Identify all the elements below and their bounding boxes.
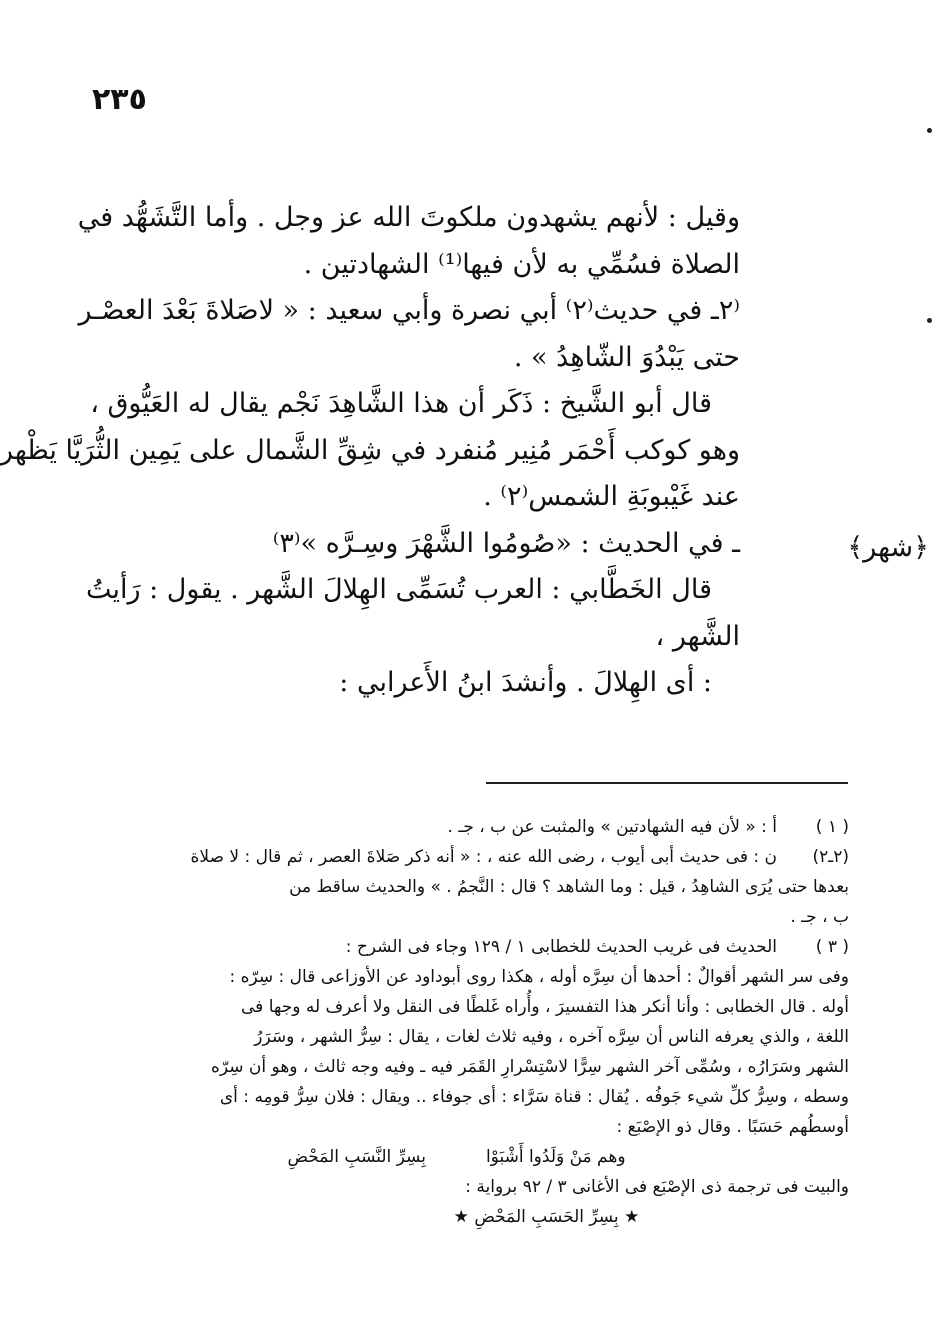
footnote-label: ( ١ ) <box>815 817 849 837</box>
verse-hemistich: بِسِرِّ النَّسَبِ المَحْضِ <box>287 1147 426 1167</box>
main-line: قال أبو الشَّيخ : ذَكَر أن هذا الشَّاهِدَ نَجْم يقال له العَيُّوق ، <box>90 388 712 419</box>
main-line: وهو كوكب أَحْمَر مُنِير مُنفرد في شِقِّ الشَّمال على يَمِين الثُّرَيَّا يَظْهر <box>0 434 740 466</box>
footnotes <box>104 812 849 1232</box>
main-line: : أى الهِلالَ . وأنشدَ ابنُ الأَعرابي : <box>339 667 712 698</box>
main-line: عند غَيْبوبَةِ الشمس⁽٢⁾ . <box>483 481 740 512</box>
main-line: الشَّهر ، <box>655 620 740 652</box>
footnote-label: ( ٣ ) <box>815 937 849 957</box>
main-line: وقيل : لأنهم يشهدون ملكوتَ الله عز وجل . وأما التَّشَهُّد في <box>77 202 740 233</box>
footnote-1 <box>104 812 849 842</box>
footnote-label: (٢ـ٢) <box>812 847 849 867</box>
footnote-line: بعدها حتى يُرَى الشاهِدُ ، قيل : وما الشاهد ؟ قال : النَّجمُ . » والحديث ساقط من <box>289 877 849 897</box>
footnote-line: الحديث فى غريب الحديث للخطابى ١ / ١٢٩ وجاء فى الشرح : <box>345 937 777 957</box>
footnote-line: أوسطُهم حَسَبًا . وقال ذو الإصْبَع : <box>616 1117 849 1137</box>
footnote-line: وسطه ، وسِرُّ كلِّ شيء جَوفُه . يُقال : قناة سَرَّاء : أى جوفاء .. ويقال : فلان سِرُّ قومِه : أى <box>219 1087 849 1107</box>
footnote-line: ب ، جـ . <box>790 907 849 927</box>
footnote-line: الشهر وسَرَارُه ، وسُمِّى آخر الشهر سِرًّا لاسْتِسْرارِ القَمَر فيه ـ وفيه وجه ثالث ، وهو أن سِرّه <box>211 1057 849 1077</box>
footnote-line: أ : « لأن فيه الشهادتين » والمثبت عن ب ، جـ . <box>447 817 777 837</box>
margin-mark <box>927 318 932 323</box>
main-text <box>0 195 740 707</box>
main-line: الصلاة فسُمِّي به لأن فيها⁽¹⁾ الشهادتين . <box>303 248 740 280</box>
main-line: قال الخَطَّابي : العرب تُسَمِّى الهِلالَ الشَّهر . يقول : رَأيتُ <box>85 574 712 605</box>
footnote-line: وفى سر الشهر أقوالٌ : أحدها أن سِرَّه أوله ، هكذا روى أبوداود عن الأوزاعى قال : سِرّه : <box>229 967 849 987</box>
page-number: ٢٣٥ <box>92 82 147 117</box>
footnote-divider <box>486 782 848 784</box>
footnote-line: ن : فى حديث أبى أيوب ، رضى الله عنه ، : « أنه ذكر صَلاةَ العصر ، ثم قال : لا صلاة <box>190 847 777 867</box>
entry-headword: ﴿شهر﴾ <box>847 532 929 563</box>
footnote-line: والبيت فى ترجمة ذى الإصْبَع فى الأغانى ٣ / ٩٢ برواية : <box>465 1177 849 1197</box>
main-line: حتى يَبْدُوَ الشّاهِدُ » . <box>513 341 740 373</box>
margin-mark <box>927 128 932 133</box>
footnote-quote: ★ بِسِرِّ الحَسَبِ المَحْضِ ★ <box>453 1207 640 1227</box>
footnote-3 <box>104 932 849 1232</box>
verse-hemistich: وهم مَنْ وَلَدُوا أَشْبَوْا <box>485 1147 626 1167</box>
main-line: ـ في الحديث : «صُومُوا الشَّهْرَ وسِـرَّه »⁽٣⁾ <box>272 527 740 559</box>
footnote-line: اللغة ، والذي يعرفه الناس أن سِرَّه آخره ، وفيه ثلاث لغات ، يقال : سِرُّ الشهر ، وسَرَرُ <box>254 1027 849 1047</box>
footnote-2 <box>104 842 849 932</box>
footnote-verse <box>104 1142 809 1172</box>
main-line: ⁽٢ـ في حديث⁽٢⁾ أبي نصرة وأبي سعيد : « لاصَلاةَ بَعْدَ العصْـر <box>78 295 740 326</box>
footnote-line: أوله . قال الخطابى : وأنا أنكر هذا التفسيرَ ، وأُراه غَلطًا فى النقل ولا أعرف له وجها فى <box>241 997 849 1017</box>
